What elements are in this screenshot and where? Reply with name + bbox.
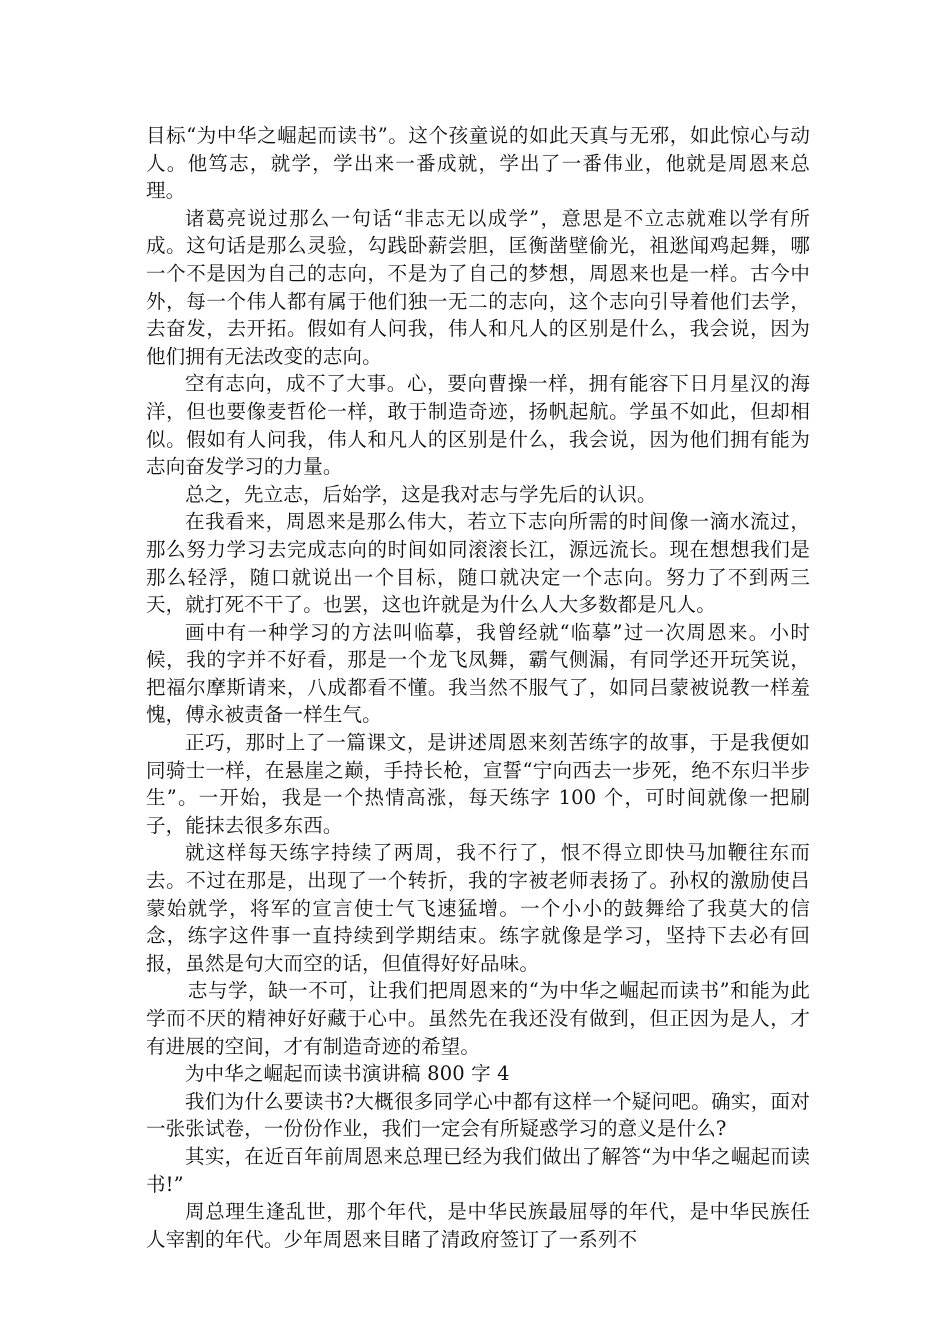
paragraph-5: 在我看来，周恩来是那么伟大，若立下志向所需的时间像一滴水流过，那么努力学习去完成志向的时间如同滚滚长江，源远流长。现在想想我们是那么轻浮，随口就说出一个目标，随口就决定一个志向。努力了不到两三天，就打死不干了。也罢，这也许就是为什么人大多数都是凡人。 — [146, 510, 810, 617]
paragraph-9: 志与学，缺一不可，让我们把周恩来的“为中华之崛起而读书”和能为此学而不厌的精神好好藏于心中。虽然先在我还没有做到，但正因为是人，才有进展的空间，才有制造奇迹的希望。 — [146, 979, 810, 1058]
paragraph-10: 我们为什么要读书?大概很多同学心中都有这样一个疑问吧。确实，面对一张张试卷，一份份作业，我们一定会有所疑惑学习的意义是什么? — [146, 1089, 810, 1141]
section-heading: 为中华之崛起而读书演讲稿 800 字 4 — [185, 1062, 510, 1086]
paragraph-7: 正巧，那时上了一篇课文，是讲述周恩来刻苦练字的故事，于是我便如同骑士一样，在悬崖之巅，手持长枪，宣誓“宁向西去一步死，绝不东归半步生”。一开始，我是一个热情高涨，每天练字 100 个，可时间就像一把刷子，能抹去很多东西。 — [146, 731, 810, 837]
paragraph-2: 诸葛亮说过那么一句话“非志无以成学”，意思是不立志就难以学有所成。这句话是那么灵验，勾践卧薪尝胆，匡衡凿壁偷光，祖逖闻鸡起舞，哪一个不是因为自己的志向，不是为了自己的梦想，周恩来也是一样。古今中外，每一个伟人都有属于他们独一无二的志向，这个志向引导着他们去学，去奋发，去开拓。假如有人问我，伟人和凡人的区别是什么，我会说，因为他们拥有无法改变的志向。 — [146, 206, 810, 368]
paragraph-12: 周总理生逢乱世，那个年代，是中华民族最屈辱的年代，是中华民族任人宰割的年代。少年周恩来目睹了清政府签订了一系列不 — [146, 1200, 810, 1251]
document-body — [146, 122, 810, 1253]
paragraph-4: 总之，先立志，后始学，这是我对志与学先后的认识。 — [185, 482, 657, 506]
paragraph-11: 其实，在近百年前周恩来总理已经为我们做出了解答“为中华之崛起而读书!” — [146, 1144, 810, 1196]
paragraph-1: 目标“为中华之崛起而读书”。这个孩童说的如此天真与无邪，如此惊心与动人。他笃志，就学，学出来一番成就，学出了一番伟业，他就是周恩来总理。 — [146, 124, 810, 203]
paragraph-3: 空有志向，成不了大事。心，要向曹操一样，拥有能容下日月星汉的海洋，但也要像麦哲伦一样，敢于制造奇迹，扬帆起航。学虽不如此，但却相似。假如有人问我，伟人和凡人的区别是什么，我会说，因为他们拥有能为志向奋发学习的力量。 — [146, 372, 810, 479]
paragraph-6: 画中有一种学习的方法叫临摹，我曾经就“临摹”过一次周恩来。小时候，我的字并不好看，那是一个龙飞凤舞，霸气侧漏，有同学还开玩笑说，把福尔摩斯请来，八成都看不懂。我当然不服气了，如同吕蒙被说教一样羞愧，傅永被责备一样生气。 — [146, 620, 810, 727]
paragraph-8: 就这样每天练字持续了两周，我不行了，恨不得立即快马加鞭往东而去。不过在那是，出现了一个转折，我的字被老师表扬了。孙权的激励使吕蒙始就学，将军的宣言使士气飞速猛增。一个小小的鼓舞给了我莫大的信念，练字这件事一直持续到学期结束。练字就像是学习，坚持下去必有回报，虽然是句大而空的话，但值得好好品味。 — [146, 841, 810, 975]
